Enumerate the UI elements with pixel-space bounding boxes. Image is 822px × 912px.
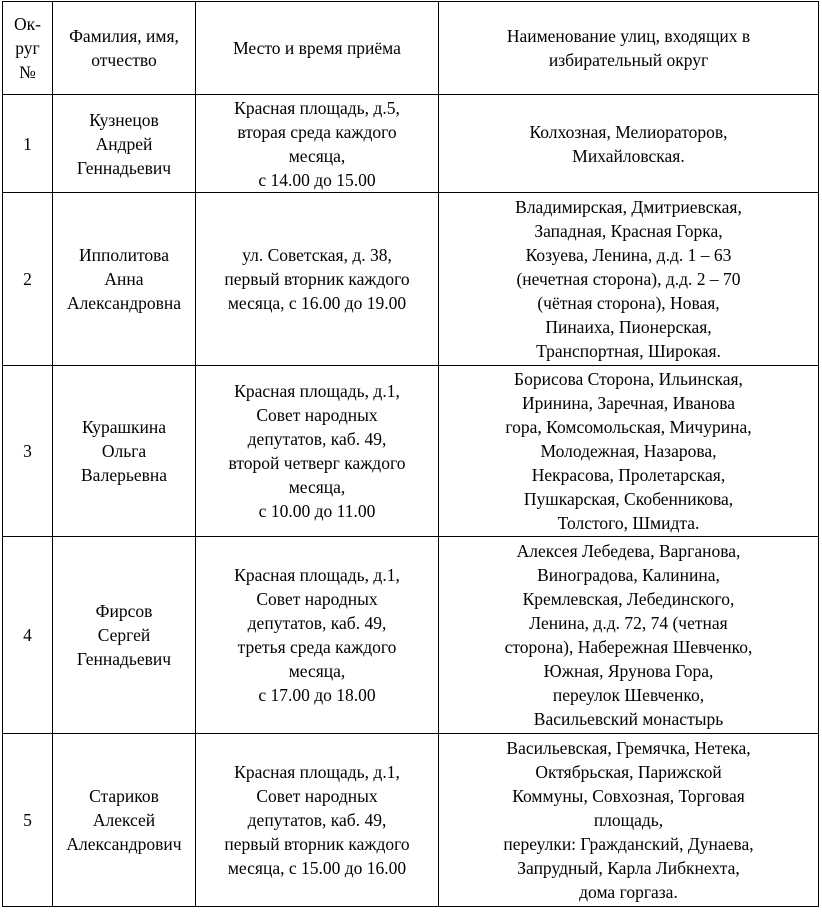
reception-place-cell bbox=[196, 95, 439, 193]
streets-cell bbox=[439, 366, 819, 537]
district-number: 5 bbox=[23, 810, 32, 830]
reception-place-time: Красная площадь, д.1, Совет народных депутатов, каб. 49, первый вторник каждого месяца, с 15.00 до 16.00 bbox=[224, 762, 410, 878]
reception-place-time: Красная площадь, д.1, Совет народных депутатов, каб. 49, третья среда каждого месяца, с 17.00 до 18.00 bbox=[234, 565, 400, 705]
deputy-name-cell bbox=[53, 537, 196, 734]
district-number: 2 bbox=[23, 269, 32, 289]
reception-place-time: Красная площадь, д.1, Совет народных депутатов, каб. 49, второй четверг каждого месяца, с 10.00 до 11.00 bbox=[228, 381, 406, 521]
header-district-number bbox=[3, 2, 53, 95]
reception-place-time: Красная площадь, д.5, вторая среда каждого месяца, с 14.00 до 15.00 bbox=[234, 97, 400, 190]
district-number-cell bbox=[3, 537, 53, 734]
header-place-time-text: Место и время приёма bbox=[233, 38, 401, 58]
table-row bbox=[3, 366, 819, 537]
district-number-cell bbox=[3, 95, 53, 193]
deputy-name-cell bbox=[53, 734, 196, 907]
district-streets: Борисова Сторона, Ильинская, Иринина, Заречная, Иванова гора, Комсомольская, Мичурина, Молодежная, Назарова, Некрасова, Пролетарская, Пушкарская, Скобенникова, Толстого, Шмидта. bbox=[505, 369, 752, 533]
deputy-name-cell bbox=[53, 193, 196, 366]
district-number-cell bbox=[3, 366, 53, 537]
deputy-name-cell bbox=[53, 366, 196, 537]
district-streets: Колхозная, Мелиораторов, Михайловская. bbox=[529, 121, 728, 166]
header-streets bbox=[439, 2, 819, 95]
deputy-name: Фирсов Сергей Геннадьевич bbox=[76, 601, 172, 669]
districts-table bbox=[2, 1, 819, 907]
deputy-name: Кузнецов Андрей Геннадьевич bbox=[76, 109, 172, 178]
reception-place-cell bbox=[196, 193, 439, 366]
table-header-row bbox=[3, 2, 819, 95]
district-number: 1 bbox=[23, 133, 32, 154]
district-streets: Васильевская, Гремячка, Нетека, Октябрьская, Парижской Коммуны, Совхозная, Торговая площадь, переулки: Гражданский, Дунаева, Запрудный, Карла Либкнехта, дома горгаза. bbox=[503, 738, 754, 902]
district-streets: Владимирская, Дмитриевская, Западная, Красная Горка, Козуева, Ленина, д.д. 1 – 63 (нечетная сторона), д.д. 2 – 70 (чётная сторона), Новая, Пинаиха, Пионерская, Транспортная, Широкая. bbox=[515, 197, 742, 361]
deputy-name: Ипполитова Анна Александровна bbox=[66, 245, 182, 313]
table-row bbox=[3, 537, 819, 734]
table-row bbox=[3, 193, 819, 366]
reception-place-time: ул. Советская, д. 38, первый вторник каждого месяца, с 16.00 до 19.00 bbox=[224, 245, 410, 313]
streets-cell bbox=[439, 193, 819, 366]
header-place-time bbox=[196, 2, 439, 95]
header-full-name-text: Фамилия, имя, отчество bbox=[69, 26, 179, 70]
streets-cell bbox=[439, 734, 819, 907]
district-number-cell bbox=[3, 734, 53, 907]
reception-place-cell bbox=[196, 537, 439, 734]
reception-place-cell bbox=[196, 734, 439, 907]
streets-cell bbox=[439, 537, 819, 734]
streets-cell bbox=[439, 95, 819, 193]
deputy-name: Курашкина Ольга Валерьевна bbox=[81, 417, 167, 485]
header-district-number-text: Ок- руг № bbox=[14, 14, 41, 82]
district-number: 3 bbox=[23, 441, 32, 461]
district-streets: Алексея Лебедева, Варганова, Виноградова, Калинина, Кремлевская, Лебединского, Ленина, д.д. 72, 74 (четная сторона), Набережная Шевченко, Южная, Ярунова Гора, переулок Шевченко, Васильевский монастырь bbox=[504, 541, 753, 729]
deputy-name: Стариков Алексей Александрович bbox=[66, 786, 182, 854]
header-streets-text: Наименование улиц, входящих в избирательный округ bbox=[506, 26, 751, 70]
header-full-name bbox=[53, 2, 196, 95]
district-number: 4 bbox=[23, 625, 32, 645]
district-number-cell bbox=[3, 193, 53, 366]
table-row bbox=[3, 734, 819, 907]
deputy-name-cell bbox=[53, 95, 196, 193]
reception-place-cell bbox=[196, 366, 439, 537]
table-row bbox=[3, 95, 819, 193]
